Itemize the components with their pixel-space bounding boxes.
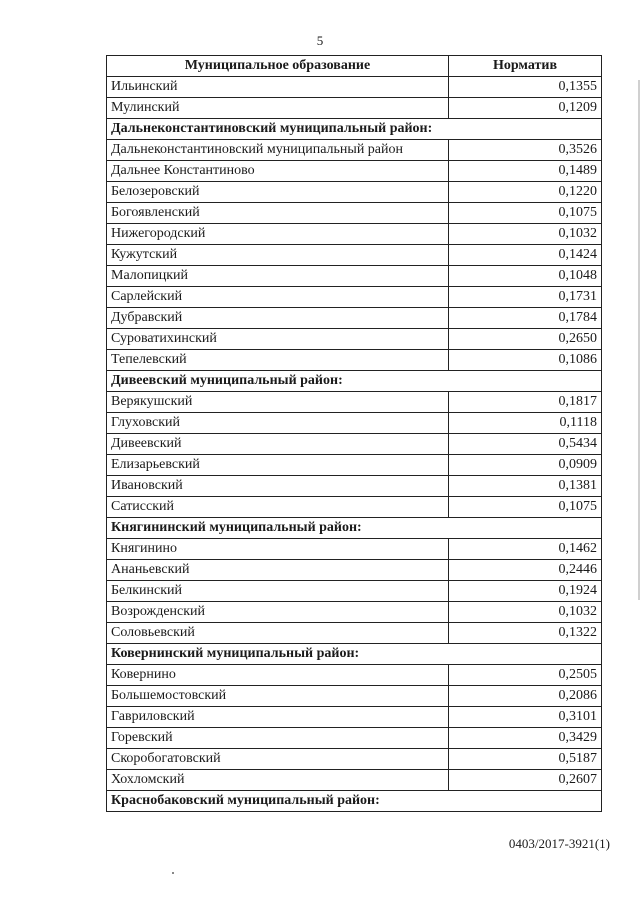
table-row (107, 623, 602, 644)
table-row (107, 161, 602, 182)
normative-value: 0,2446 (449, 560, 602, 581)
municipality-name: Возрожденский (107, 602, 449, 623)
municipality-name: Ананьевский (107, 560, 449, 581)
municipality-name: Мулинский (107, 98, 449, 119)
normative-value: 0,2086 (449, 686, 602, 707)
municipality-name: Дальнеконстантиновский муниципальный район (107, 140, 449, 161)
normative-value: 0,0909 (449, 455, 602, 476)
table-row (107, 350, 602, 371)
normative-value: 0,1032 (449, 602, 602, 623)
normative-value: 0,1731 (449, 287, 602, 308)
table-row (107, 413, 602, 434)
normative-value: 0,1086 (449, 350, 602, 371)
municipality-name: Ковернино (107, 665, 449, 686)
table-row (107, 602, 602, 623)
normative-value: 0,1075 (449, 203, 602, 224)
section-title: Ковернинский муниципальный район: (107, 644, 602, 665)
normative-value: 0,2650 (449, 329, 602, 350)
table-row (107, 686, 602, 707)
normative-value: 0,1118 (449, 413, 602, 434)
table-row (107, 539, 602, 560)
normative-value: 0,1424 (449, 245, 602, 266)
normative-value: 0,1032 (449, 224, 602, 245)
table-row (107, 560, 602, 581)
table-row (107, 98, 602, 119)
normative-value: 0,1355 (449, 77, 602, 98)
municipality-name: Сарлейский (107, 287, 449, 308)
table-header-row (107, 56, 602, 77)
normative-value: 0,1322 (449, 623, 602, 644)
table-row (107, 665, 602, 686)
table-row (107, 728, 602, 749)
normative-table (106, 55, 602, 812)
section-row (107, 791, 602, 812)
normative-value: 0,3429 (449, 728, 602, 749)
normative-value: 0,2505 (449, 665, 602, 686)
normative-value: 0,1489 (449, 161, 602, 182)
column-header-municipality: Муниципальное образование (107, 56, 449, 77)
table-row (107, 287, 602, 308)
normative-value: 0,1817 (449, 392, 602, 413)
municipality-name: Ивановский (107, 476, 449, 497)
section-row (107, 371, 602, 392)
municipality-name: Дальнее Константиново (107, 161, 449, 182)
municipality-name: Тепелевский (107, 350, 449, 371)
normative-value: 0,2607 (449, 770, 602, 791)
table-row (107, 455, 602, 476)
municipality-name: Горевский (107, 728, 449, 749)
scan-speck (172, 872, 174, 874)
municipality-name: Гавриловский (107, 707, 449, 728)
column-header-normative: Норматив (449, 56, 602, 77)
normative-value: 0,3526 (449, 140, 602, 161)
table-row (107, 182, 602, 203)
municipality-name: Хохломский (107, 770, 449, 791)
municipality-name: Глуховский (107, 413, 449, 434)
municipality-name: Соловьевский (107, 623, 449, 644)
table-row (107, 581, 602, 602)
normative-value: 0,1220 (449, 182, 602, 203)
municipality-name: Дубравский (107, 308, 449, 329)
section-title: Княгининский муниципальный район: (107, 518, 602, 539)
municipality-name: Суроватихинский (107, 329, 449, 350)
table-row (107, 749, 602, 770)
municipality-name: Большемостовский (107, 686, 449, 707)
table-row (107, 392, 602, 413)
municipality-name: Богоявленский (107, 203, 449, 224)
municipality-name: Елизарьевский (107, 455, 449, 476)
normative-value: 0,1462 (449, 539, 602, 560)
table-row (107, 266, 602, 287)
table-row (107, 224, 602, 245)
municipality-name: Княгинино (107, 539, 449, 560)
normative-value: 0,1075 (449, 497, 602, 518)
normative-value: 0,5434 (449, 434, 602, 455)
section-row (107, 644, 602, 665)
municipality-name: Скоробогатовский (107, 749, 449, 770)
section-row (107, 119, 602, 140)
table-body (107, 77, 602, 812)
municipality-name: Малопицкий (107, 266, 449, 287)
normative-value: 0,1209 (449, 98, 602, 119)
table-row (107, 203, 602, 224)
normative-value: 0,3101 (449, 707, 602, 728)
normative-value: 0,1381 (449, 476, 602, 497)
table-row (107, 707, 602, 728)
municipality-name: Сатисский (107, 497, 449, 518)
municipality-name: Дивеевский (107, 434, 449, 455)
table-row (107, 77, 602, 98)
table-row (107, 308, 602, 329)
municipality-name: Белкинский (107, 581, 449, 602)
table-row (107, 770, 602, 791)
municipality-name: Верякушский (107, 392, 449, 413)
table-row (107, 140, 602, 161)
municipality-name: Белозеровский (107, 182, 449, 203)
page-number: 5 (316, 33, 324, 48)
municipality-name: Ильинский (107, 77, 449, 98)
table-row (107, 434, 602, 455)
municipality-name: Нижегородский (107, 224, 449, 245)
section-title: Дивеевский муниципальный район: (107, 371, 602, 392)
section-row (107, 518, 602, 539)
table-row (107, 497, 602, 518)
normative-value: 0,1924 (449, 581, 602, 602)
document-code: 0403/2017-3921(1) (508, 836, 610, 851)
normative-value: 0,1784 (449, 308, 602, 329)
section-title: Краснобаковский муниципальный район: (107, 791, 602, 812)
table-row (107, 476, 602, 497)
section-title: Дальнеконстантиновский муниципальный район: (107, 119, 602, 140)
normative-value: 0,1048 (449, 266, 602, 287)
normative-value: 0,5187 (449, 749, 602, 770)
table-row (107, 329, 602, 350)
table-row (107, 245, 602, 266)
municipality-name: Кужутский (107, 245, 449, 266)
